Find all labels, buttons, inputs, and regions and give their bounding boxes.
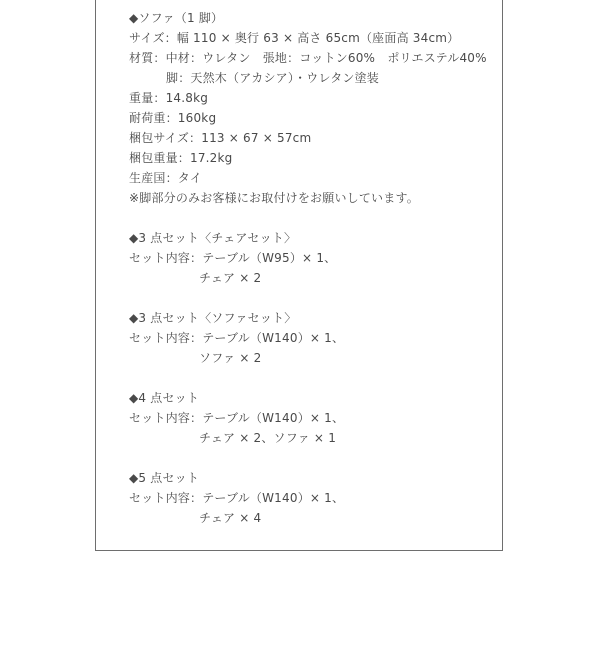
set-contents-continued: チェア × 2 — [199, 271, 262, 285]
set-contents: セット内容：テーブル（W140）× 1、 — [129, 491, 345, 505]
sofa-assembly-note: ※脚部分のみお客様にお取付けをお願いしています。 — [129, 191, 419, 205]
spacer — [129, 208, 499, 228]
set-heading: ◆3 点セット〈チェアセット〉 — [129, 231, 297, 245]
sofa-load-capacity: 耐荷重：160kg — [129, 111, 217, 125]
sofa-package-size: 梱包サイズ：113 × 67 × 57cm — [129, 131, 312, 145]
set-contents: セット内容：テーブル（W95）× 1、 — [129, 251, 337, 265]
set-contents-continued: チェア × 2、ソファ × 1 — [199, 431, 337, 445]
spacer — [129, 288, 499, 308]
spec-text-block — [129, 8, 499, 528]
sofa-origin: 生産国：タイ — [129, 171, 202, 185]
set-heading: ◆4 点セット — [129, 391, 200, 405]
sofa-heading: ◆ソファ（1 脚） — [129, 11, 224, 25]
spacer — [129, 368, 499, 388]
set-contents-continued: チェア × 4 — [199, 511, 262, 525]
sofa-size: サイズ：幅 110 × 奥行 63 × 高さ 65cm（座面高 34cm） — [129, 31, 460, 45]
sofa-material-legs: 脚：天然木（アカシア）・ウレタン塗装 — [166, 71, 380, 85]
set-contents: セット内容：テーブル（W140）× 1、 — [129, 411, 345, 425]
sofa-weight: 重量：14.8kg — [129, 91, 209, 105]
spacer — [129, 448, 499, 468]
set-heading: ◆3 点セット〈ソファセット〉 — [129, 311, 297, 325]
sofa-material-main: 材質：中材：ウレタン 張地：コットン60% ポリエステル40% — [129, 51, 487, 65]
set-contents: セット内容：テーブル（W140）× 1、 — [129, 331, 345, 345]
sofa-package-weight: 梱包重量：17.2kg — [129, 151, 233, 165]
set-heading: ◆5 点セット — [129, 471, 200, 485]
set-contents-continued: ソファ × 2 — [199, 351, 262, 365]
